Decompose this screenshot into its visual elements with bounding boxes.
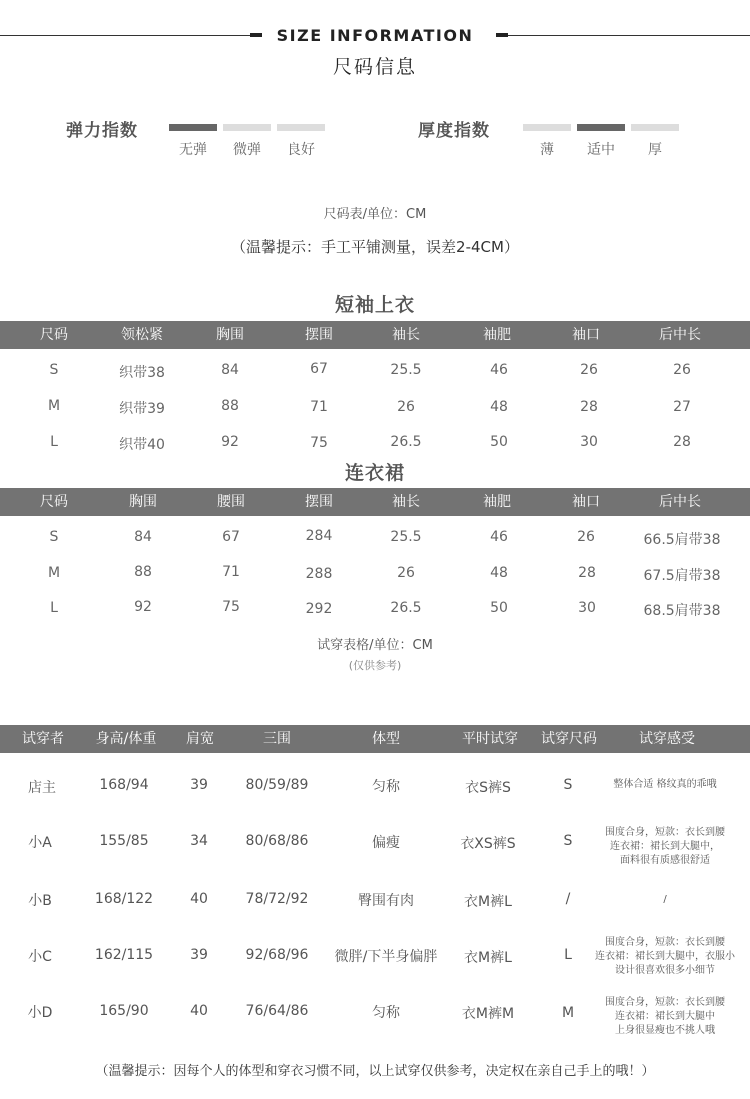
fitting-shoulder: 40 xyxy=(190,1003,208,1019)
fitting-usual-size: 衣M裤L xyxy=(464,894,512,910)
shirt-cell: 75 xyxy=(310,435,328,451)
shirt-cell: 84 xyxy=(221,362,239,378)
shirt-cell: 46 xyxy=(490,362,508,378)
fitting-feel-line: / xyxy=(663,894,667,905)
dress-cell: 84 xyxy=(134,529,152,545)
header-line-right xyxy=(508,35,750,36)
size-unit-note: 尺码表/单位：CM xyxy=(323,207,427,222)
fitting-feel-line: 连衣裙：裙长到大腿中，衣服小 xyxy=(595,951,735,962)
shirt-cell: 织带38 xyxy=(119,365,165,381)
elasticity-label: 弹力指数 xyxy=(66,121,138,141)
shirt-header-7: 后中长 xyxy=(659,327,701,343)
fitting-name: 店主 xyxy=(28,780,56,796)
dress-cell: 26 xyxy=(577,529,595,545)
dress-header-4: 袖长 xyxy=(392,494,420,510)
dress-cell: 28 xyxy=(578,565,596,581)
fitting-body-type: 臀围有肉 xyxy=(358,893,414,909)
shirt-cell: 织带40 xyxy=(119,437,165,453)
fitting-header-4: 体型 xyxy=(372,731,400,747)
fitting-usual-size: 衣M裤L xyxy=(464,950,512,966)
fitting-header-5: 平时试穿 xyxy=(462,731,518,747)
fitting-feel-line: 设计很喜欢很多小细节 xyxy=(615,965,715,976)
dress-cell: 25.5 xyxy=(390,529,422,545)
fitting-feel-line: 围度合身，短款：衣长到腰 xyxy=(605,997,725,1008)
fitting-header-0: 试穿者 xyxy=(22,731,64,747)
fitting-bwh: 80/68/86 xyxy=(245,833,309,849)
dress-cell: 288 xyxy=(305,566,333,582)
shirt-cell: 26 xyxy=(673,362,691,378)
fitting-height-weight: 155/85 xyxy=(99,833,149,849)
fitting-header-6: 试穿尺码 xyxy=(541,731,597,747)
dress-cell: 284 xyxy=(305,528,333,544)
fitting-feel-line: 连衣裙：裙长到大腿中 xyxy=(615,1011,715,1022)
fitting-bwh: 92/68/96 xyxy=(245,947,309,963)
dress-cell: 67.5肩带38 xyxy=(643,568,721,584)
dress-cell: 88 xyxy=(134,564,152,580)
measure-tip: （温馨提示：手工平铺测量，误差2-4CM） xyxy=(231,238,519,256)
dress-header-2: 腰围 xyxy=(217,494,245,510)
fitting-shoulder: 34 xyxy=(190,833,208,849)
fitting-feel-line: 围度合身，短款：衣长到腰 xyxy=(605,937,725,948)
fitting-height-weight: 168/122 xyxy=(94,891,154,907)
dress-cell: 67 xyxy=(222,529,240,545)
dress-header-5: 袖肥 xyxy=(483,494,511,510)
dress-cell: 68.5肩带38 xyxy=(643,603,721,619)
fitting-height-weight: 162/115 xyxy=(94,947,154,963)
shirt-header-6: 袖口 xyxy=(572,327,600,343)
fitting-body-type: 偏瘦 xyxy=(372,835,400,851)
thickness-option-2: 适中 xyxy=(587,142,615,158)
dress-cell: 46 xyxy=(490,529,508,545)
fitting-bwh: 76/64/86 xyxy=(245,1003,309,1019)
elasticity-bar-1 xyxy=(169,124,217,131)
elasticity-bar-2 xyxy=(223,124,271,131)
dress-cell: 71 xyxy=(222,564,240,580)
shirt-cell: 26 xyxy=(397,399,415,415)
fitting-feel-line: 面料很有质感很舒适 xyxy=(620,855,710,866)
shirt-cell: 26 xyxy=(580,362,598,378)
fitting-feel-line: 连衣裙：裙长到大腿中， xyxy=(610,841,720,852)
dress-table-title: 连衣裙 xyxy=(344,462,405,484)
fitting-feel xyxy=(580,778,750,792)
fitting-feel xyxy=(580,826,750,868)
fitting-table-header xyxy=(0,725,750,753)
title-en: SIZE INFORMATION xyxy=(276,26,474,45)
dress-header-7: 后中长 xyxy=(659,494,701,510)
fitting-shoulder: 40 xyxy=(190,891,208,907)
fitting-feel xyxy=(580,996,750,1038)
fitting-feel-line: 上身很显瘦也不挑人哦 xyxy=(615,1025,715,1036)
dress-cell: S xyxy=(49,529,59,545)
fitting-header-2: 肩宽 xyxy=(186,731,214,747)
dress-header-6: 袖口 xyxy=(572,494,600,510)
fitting-tried-size: L xyxy=(564,947,572,963)
fitting-feel xyxy=(580,936,750,978)
dress-cell: 30 xyxy=(578,600,596,616)
shirt-cell: 50 xyxy=(490,434,508,450)
fitting-name: 小A xyxy=(28,835,52,851)
thickness-bar-2 xyxy=(577,124,625,131)
bottom-tip: （温馨提示：因每个人的体型和穿衣习惯不同，以上试穿仅供参考，决定权在亲自己手上的哦！） xyxy=(95,1064,655,1079)
dress-header-1: 胸围 xyxy=(129,494,157,510)
shirt-header-0: 尺码 xyxy=(40,327,68,343)
dress-header-0: 尺码 xyxy=(40,494,68,510)
fitting-header-1: 身高/体重 xyxy=(95,731,157,747)
fitting-ref-note: (仅供参考) xyxy=(348,659,402,672)
dress-cell: M xyxy=(47,565,61,581)
shirt-cell: 26.5 xyxy=(390,434,422,450)
fitting-tried-size: S xyxy=(563,833,573,849)
fitting-tried-size: M xyxy=(561,1005,575,1021)
header-mark-right xyxy=(496,33,508,37)
shirt-cell: 27 xyxy=(673,399,691,415)
shirt-cell: 67 xyxy=(310,361,328,377)
shirt-cell: 25.5 xyxy=(390,362,422,378)
thickness-option-3: 厚 xyxy=(648,142,662,158)
fitting-usual-size: 衣S裤S xyxy=(465,780,511,796)
fitting-body-type: 匀称 xyxy=(372,779,400,795)
fitting-bwh: 80/59/89 xyxy=(245,777,309,793)
shirt-header-4: 袖长 xyxy=(392,327,420,343)
dress-cell: 75 xyxy=(222,599,240,615)
dress-table-header xyxy=(0,488,750,516)
fitting-tried-size: / xyxy=(565,891,571,907)
shirt-cell: L xyxy=(50,434,58,450)
fitting-bwh: 78/72/92 xyxy=(245,891,309,907)
fitting-feel-line: 围度合身，短款：衣长到腰 xyxy=(605,827,725,838)
shirt-cell: 织带39 xyxy=(119,401,165,417)
elasticity-option-2: 微弹 xyxy=(233,142,261,158)
shirt-table-title: 短袖上衣 xyxy=(334,294,415,316)
dress-cell: L xyxy=(50,600,58,616)
shirt-table-header xyxy=(0,321,750,349)
fitting-header-3: 三围 xyxy=(263,731,291,747)
elasticity-option-3: 良好 xyxy=(287,142,315,158)
thickness-bar-3 xyxy=(631,124,679,131)
fitting-shoulder: 39 xyxy=(190,777,208,793)
shirt-cell: 48 xyxy=(490,399,508,415)
dress-cell: 50 xyxy=(490,600,508,616)
elasticity-bar-3 xyxy=(277,124,325,131)
fitting-usual-size: 衣M裤M xyxy=(461,1006,515,1022)
shirt-cell: 30 xyxy=(580,434,598,450)
fitting-header-7: 试穿感受 xyxy=(639,731,695,747)
dress-header-3: 摆围 xyxy=(305,494,333,510)
dress-cell: 48 xyxy=(490,565,508,581)
fitting-shoulder: 39 xyxy=(190,947,208,963)
fitting-body-type: 微胖/下半身偏胖 xyxy=(334,949,438,965)
fitting-feel xyxy=(580,893,750,907)
shirt-header-2: 胸围 xyxy=(216,327,244,343)
shirt-cell: 92 xyxy=(221,434,239,450)
fitting-height-weight: 165/90 xyxy=(99,1003,149,1019)
fitting-usual-size: 衣XS裤S xyxy=(460,836,516,852)
elasticity-option-1: 无弹 xyxy=(179,142,207,158)
fitting-name: 小D xyxy=(27,1005,53,1021)
fitting-name: 小C xyxy=(28,949,52,965)
shirt-cell: M xyxy=(47,398,61,414)
shirt-cell: 71 xyxy=(310,399,328,415)
thickness-option-1: 薄 xyxy=(540,142,554,158)
shirt-cell: 28 xyxy=(673,434,691,450)
dress-cell: 66.5肩带38 xyxy=(643,532,721,548)
shirt-header-1: 领松紧 xyxy=(121,327,163,343)
thickness-bar-1 xyxy=(523,124,571,131)
fitting-height-weight: 168/94 xyxy=(99,777,149,793)
fitting-feel-line: 整体合适 格纹真的乖哦 xyxy=(613,779,717,790)
title-cn: 尺码信息 xyxy=(332,56,417,78)
shirt-header-3: 摆围 xyxy=(305,327,333,343)
fitting-body-type: 匀称 xyxy=(372,1005,400,1021)
fitting-unit-note: 试穿表格/单位：CM xyxy=(317,638,433,653)
dress-cell: 26.5 xyxy=(390,600,422,616)
thickness-label: 厚度指数 xyxy=(418,121,490,141)
shirt-cell: 88 xyxy=(221,398,239,414)
shirt-header-5: 袖肥 xyxy=(483,327,511,343)
dress-cell: 292 xyxy=(305,601,333,617)
dress-cell: 26 xyxy=(397,565,415,581)
fitting-name: 小B xyxy=(28,893,52,909)
dress-cell: 92 xyxy=(134,599,152,615)
shirt-cell: S xyxy=(49,362,59,378)
shirt-cell: 28 xyxy=(580,399,598,415)
fitting-tried-size: S xyxy=(563,777,573,793)
